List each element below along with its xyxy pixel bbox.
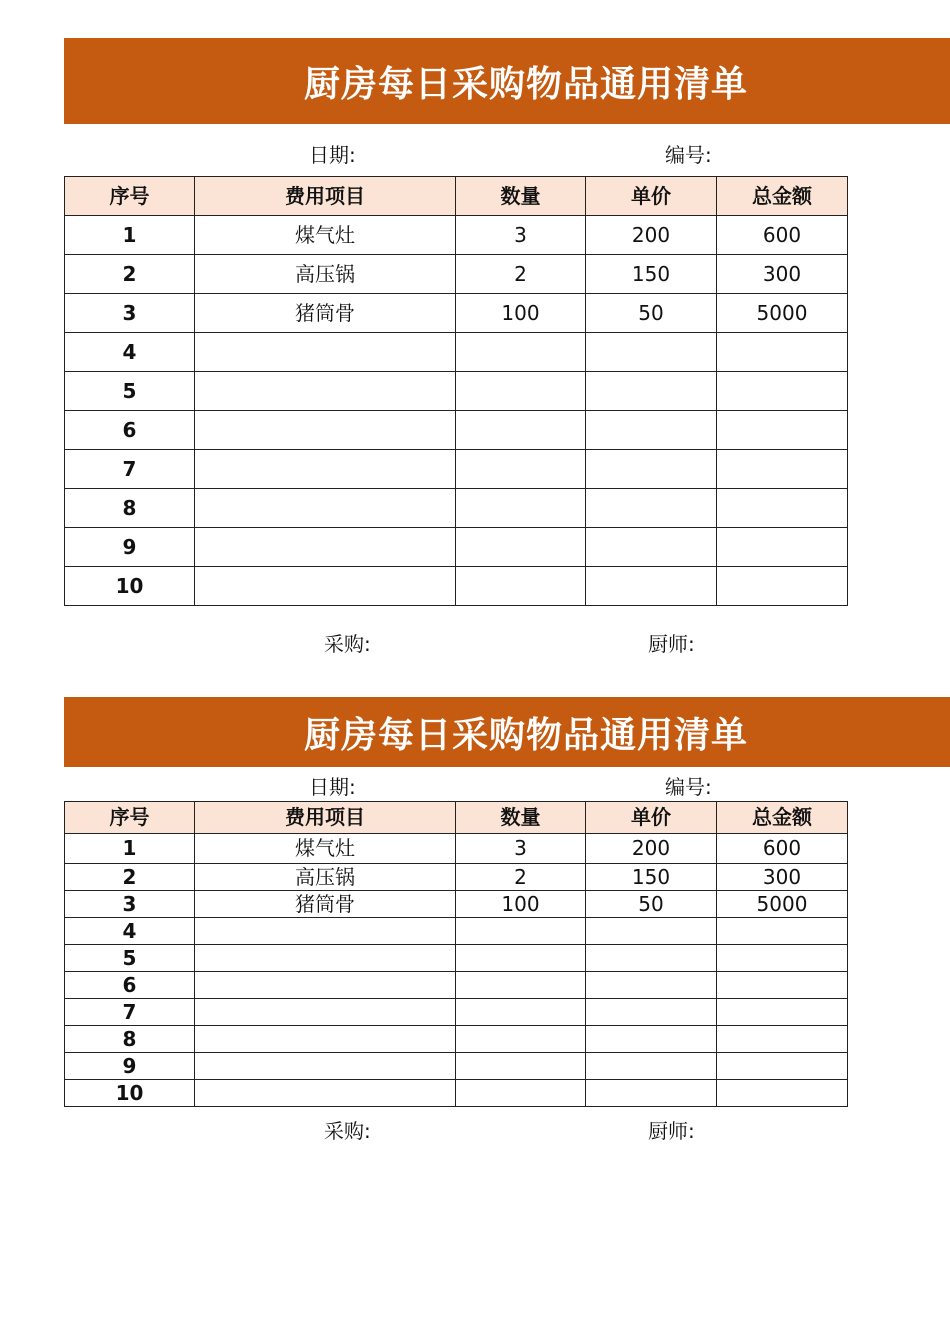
table-row [65,999,848,1026]
unit-price-cell: 150 [586,864,717,891]
row-number-cell: 2 [65,864,195,891]
item-name-cell [195,999,456,1026]
quantity-cell [456,567,586,606]
table-row [65,864,848,891]
item-name-cell [195,489,456,528]
table-row [65,1026,848,1053]
date-label: 日期: [309,143,356,167]
unit-price-cell: 50 [586,294,717,333]
row-number-cell: 2 [65,255,195,294]
quantity-cell [456,489,586,528]
table-row [65,411,848,450]
quantity-cell [456,999,586,1026]
purchaser-label: 采购: [324,632,371,656]
row-number-cell: 9 [65,528,195,567]
row-number-cell: 4 [65,918,195,945]
item-name-cell: 猪筒骨 [195,891,456,918]
column-header-item: 费用项目 [195,177,456,216]
row-number-cell: 5 [65,372,195,411]
total-amount-cell [717,1053,848,1080]
item-name-cell [195,333,456,372]
chef-label: 厨师: [648,632,695,656]
column-header-price: 单价 [586,177,717,216]
row-number-cell: 3 [65,891,195,918]
table-row [65,891,848,918]
column-header-qty: 数量 [456,802,586,834]
table-header-row [65,177,848,216]
row-number-cell: 10 [65,567,195,606]
table-row [65,918,848,945]
item-name-cell [195,1053,456,1080]
unit-price-cell [586,450,717,489]
chef-label: 厨师: [648,1119,695,1143]
quantity-cell [456,1026,586,1053]
unit-price-cell: 50 [586,891,717,918]
table-row [65,294,848,333]
table-row [65,567,848,606]
quantity-cell [456,1053,586,1080]
table-row [65,834,848,864]
row-number-cell: 5 [65,945,195,972]
table-row [65,333,848,372]
row-number-cell: 7 [65,999,195,1026]
total-amount-cell: 600 [717,216,848,255]
item-name-cell: 猪筒骨 [195,294,456,333]
total-amount-cell [717,1026,848,1053]
column-header-item: 费用项目 [195,802,456,834]
sheet-title-banner [64,697,950,767]
unit-price-cell [586,972,717,999]
column-header-no: 序号 [65,802,195,834]
row-number-cell: 3 [65,294,195,333]
total-amount-cell: 5000 [717,294,848,333]
unit-price-cell: 200 [586,216,717,255]
purchase-table [64,176,848,606]
table-row [65,945,848,972]
quantity-cell: 3 [456,834,586,864]
row-number-cell: 6 [65,972,195,999]
table-row [65,972,848,999]
row-number-cell: 7 [65,450,195,489]
unit-price-cell: 150 [586,255,717,294]
unit-price-cell [586,528,717,567]
unit-price-cell [586,945,717,972]
quantity-cell [456,333,586,372]
quantity-cell [456,918,586,945]
total-amount-cell [717,999,848,1026]
column-header-price: 单价 [586,802,717,834]
total-amount-cell: 300 [717,864,848,891]
row-number-cell: 8 [65,489,195,528]
item-name-cell: 高压锅 [195,864,456,891]
date-label: 日期: [309,775,356,799]
unit-price-cell [586,567,717,606]
row-number-cell: 4 [65,333,195,372]
total-amount-cell: 300 [717,255,848,294]
column-header-total: 总金额 [717,802,848,834]
total-amount-cell: 5000 [717,891,848,918]
table-row [65,489,848,528]
purchaser-label: 采购: [324,1119,371,1143]
unit-price-cell: 200 [586,834,717,864]
quantity-cell [456,450,586,489]
total-amount-cell [717,1080,848,1107]
quantity-cell [456,1080,586,1107]
table-row [65,1080,848,1107]
sheet-title-banner [64,38,950,124]
quantity-cell [456,945,586,972]
unit-price-cell [586,372,717,411]
table-row [65,450,848,489]
unit-price-cell [586,999,717,1026]
quantity-cell [456,528,586,567]
quantity-cell [456,411,586,450]
unit-price-cell [586,489,717,528]
total-amount-cell [717,411,848,450]
row-number-cell: 1 [65,216,195,255]
table-row [65,255,848,294]
row-number-cell: 10 [65,1080,195,1107]
row-number-cell: 8 [65,1026,195,1053]
total-amount-cell [717,945,848,972]
total-amount-cell [717,333,848,372]
quantity-cell: 100 [456,294,586,333]
quantity-cell [456,972,586,999]
column-header-no: 序号 [65,177,195,216]
item-name-cell [195,945,456,972]
total-amount-cell [717,972,848,999]
item-name-cell [195,1026,456,1053]
sheet-title: 厨房每日采购物品通用清单 [303,714,748,756]
purchase-table [64,801,848,1107]
item-name-cell [195,528,456,567]
number-label: 编号: [665,775,712,799]
quantity-cell [456,372,586,411]
item-name-cell: 高压锅 [195,255,456,294]
item-name-cell [195,1080,456,1107]
total-amount-cell [717,450,848,489]
item-name-cell [195,567,456,606]
row-number-cell: 1 [65,834,195,864]
item-name-cell: 煤气灶 [195,834,456,864]
total-amount-cell [717,372,848,411]
total-amount-cell [717,567,848,606]
item-name-cell [195,918,456,945]
total-amount-cell [717,918,848,945]
quantity-cell: 100 [456,891,586,918]
item-name-cell [195,372,456,411]
quantity-cell: 3 [456,216,586,255]
number-label: 编号: [665,143,712,167]
quantity-cell: 2 [456,864,586,891]
item-name-cell [195,972,456,999]
total-amount-cell [717,489,848,528]
column-header-qty: 数量 [456,177,586,216]
unit-price-cell [586,333,717,372]
item-name-cell [195,411,456,450]
table-row [65,216,848,255]
table-header-row [65,802,848,834]
table-row [65,528,848,567]
unit-price-cell [586,1053,717,1080]
column-header-total: 总金额 [717,177,848,216]
quantity-cell: 2 [456,255,586,294]
table-row [65,372,848,411]
row-number-cell: 6 [65,411,195,450]
table-row [65,1053,848,1080]
item-name-cell [195,450,456,489]
unit-price-cell [586,1026,717,1053]
total-amount-cell: 600 [717,834,848,864]
total-amount-cell [717,528,848,567]
row-number-cell: 9 [65,1053,195,1080]
unit-price-cell [586,918,717,945]
sheet-title: 厨房每日采购物品通用清单 [303,63,748,105]
unit-price-cell [586,411,717,450]
unit-price-cell [586,1080,717,1107]
item-name-cell: 煤气灶 [195,216,456,255]
